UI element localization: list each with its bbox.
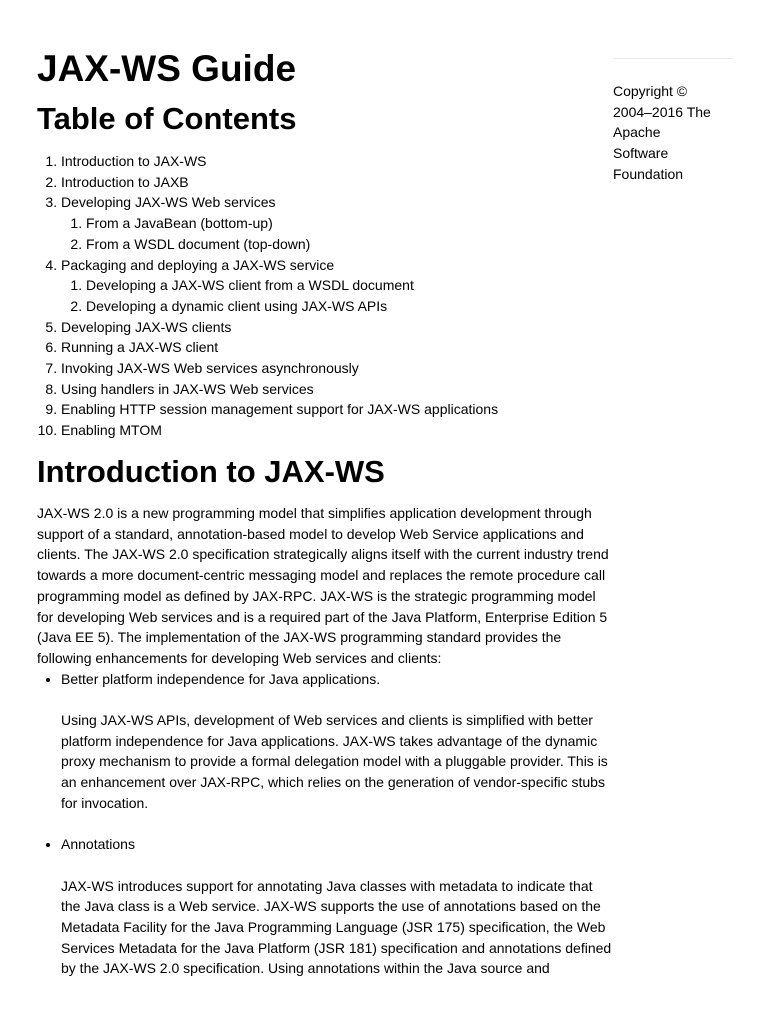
toc-link-from-javabean[interactable]: From a JavaBean (bottom-up) bbox=[86, 215, 273, 232]
toc-subitem bbox=[86, 213, 617, 234]
toc-item bbox=[61, 358, 617, 379]
toc-item bbox=[61, 192, 617, 254]
toc-link-packaging-deploying[interactable]: Packaging and deploying a JAX-WS service bbox=[61, 256, 335, 273]
toc-link-developing-web-services[interactable]: Developing JAX-WS Web services bbox=[61, 194, 276, 211]
feature-heading: Annotations bbox=[61, 836, 135, 853]
feature-item bbox=[61, 669, 615, 814]
feature-item bbox=[61, 834, 615, 979]
toc-link-running-client[interactable]: Running a JAX-WS client bbox=[61, 339, 219, 356]
feature-list bbox=[37, 669, 615, 980]
toc-item bbox=[61, 420, 617, 441]
feature-detail: JAX-WS introduces support for annotating Java classes with metadata to indicate that the Java class is a Web service. JAX-WS supports the use of annotations based on the Metadata Facility for the Java Programming Language (JSR 175) specification, the Web Services Metadata for the Java Platform (JSR 181) specification and annotations defined by the JAX-WS 2.0 specification. Using annotations within the Java source and bbox=[61, 877, 612, 977]
toc-item bbox=[61, 379, 617, 400]
feature-detail: Using JAX-WS APIs, development of Web services and clients is simplified with better platform independence for Java applications. JAX-WS takes advantage of the dynamic proxy mechanism to provide a formal delegation model with a pluggable provider. This is an enhancement over JAX-RPC, which relies on the generation of vendor-specific stubs for invocation. bbox=[61, 712, 608, 811]
page-title: JAX-WS Guide bbox=[37, 48, 297, 89]
toc-link-dynamic-client[interactable]: Developing a dynamic client using JAX-WS APIs bbox=[86, 297, 388, 314]
feature-heading: Better platform independence for Java applications. bbox=[61, 670, 381, 687]
toc-link-developing-clients[interactable]: Developing JAX-WS clients bbox=[61, 318, 232, 335]
toc-heading: Table of Contents bbox=[37, 101, 297, 136]
toc-item bbox=[61, 172, 617, 193]
toc-link-introduction-to-jax-ws[interactable]: Introduction to JAX-WS bbox=[61, 153, 207, 169]
toc-link-invoking-async[interactable]: Invoking JAX-WS Web services asynchronously bbox=[61, 360, 359, 377]
intro-paragraph: JAX-WS 2.0 is a new programming model that simplifies application development through support of a standard, annotation-based model to develop Web Service applications and clients. The JAX-WS 2.0 specification strategically aligns itself with the current industry trend towards a more document-centric messaging model and replaces the remote procedure call programming model as defined by JAX-RPC. JAX-WS is the strategic programming model for developing Web services and is a required part of the Java Platform, Enterprise Edition 5 (Java EE 5). The implementation of the JAX-WS programming standard provides the following enhancements for developing Web services and clients: bbox=[37, 505, 609, 666]
sidebar bbox=[613, 58, 733, 185]
toc-link-using-handlers[interactable]: Using handlers in JAX-WS Web services bbox=[61, 380, 314, 397]
toc-item bbox=[61, 255, 617, 317]
toc-link-introduction-to-jaxb[interactable]: Introduction to JAXB bbox=[61, 173, 189, 190]
toc-item bbox=[61, 317, 617, 338]
table-of-contents bbox=[37, 151, 617, 441]
toc-item bbox=[61, 399, 617, 420]
copyright-notice: Copyright © 2004–2016 The Apache Software Foundation bbox=[613, 83, 711, 182]
toc-link-client-from-wsdl[interactable]: Developing a JAX-WS client from a WSDL document bbox=[86, 277, 414, 294]
toc-sublist bbox=[61, 213, 617, 254]
toc-subitem bbox=[86, 296, 617, 317]
section-heading: Introduction to JAX-WS bbox=[37, 454, 385, 489]
toc-item bbox=[61, 151, 617, 172]
toc-subitem bbox=[86, 275, 617, 296]
toc-subitem bbox=[86, 234, 617, 255]
toc-sublist bbox=[61, 275, 617, 316]
toc-link-http-session[interactable]: Enabling HTTP session management support for JAX-WS applications bbox=[61, 401, 499, 418]
section-body bbox=[37, 503, 615, 979]
toc-link-enabling-mtom[interactable]: Enabling MTOM bbox=[61, 422, 162, 439]
toc-item bbox=[61, 337, 617, 358]
toc-link-from-wsdl[interactable]: From a WSDL document (top-down) bbox=[86, 235, 311, 252]
sidebar-divider bbox=[613, 58, 733, 59]
